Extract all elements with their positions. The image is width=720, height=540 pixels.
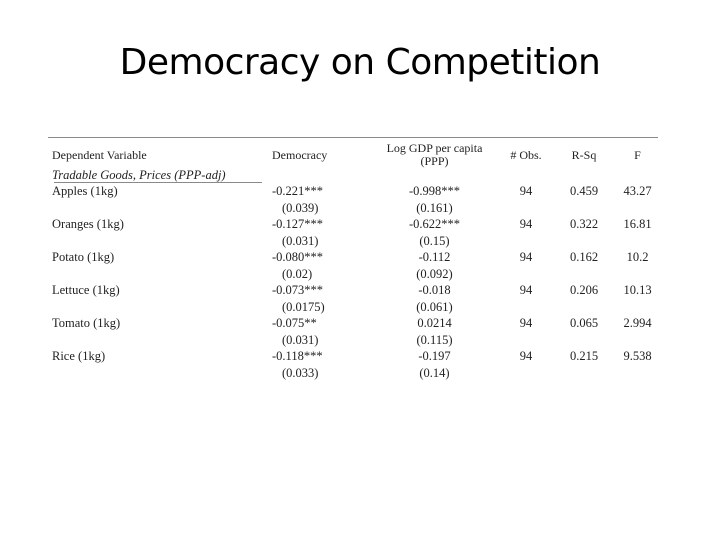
row-log-gdp [372, 249, 497, 282]
democracy-coef: -0.080*** [272, 250, 324, 264]
row-rsq: 0.206 [569, 283, 599, 297]
row-rsq: 0.215 [569, 349, 599, 363]
democracy-se: (0.031) [282, 332, 319, 347]
row-obs: 94 [519, 316, 533, 330]
row-obs: 94 [519, 250, 533, 264]
row-obs: 94 [519, 349, 533, 363]
row-variable: Apples (1kg) [52, 184, 118, 198]
section-row [48, 169, 662, 183]
gdp-coef: -0.622*** [408, 217, 461, 231]
democracy-coef: -0.127*** [272, 217, 324, 231]
democracy-se: (0.0175) [282, 299, 325, 314]
gdp-se: (0.14) [419, 365, 450, 380]
header-log-gdp [372, 138, 497, 169]
row-f: 10.13 [623, 283, 652, 297]
table-row [48, 249, 662, 282]
row-variable: Rice (1kg) [52, 349, 106, 363]
row-democracy [272, 282, 372, 315]
gdp-se: (0.115) [416, 332, 453, 347]
row-log-gdp [372, 282, 497, 315]
slide-title: Democracy on Competition [119, 42, 601, 83]
democracy-se: (0.039) [282, 200, 319, 215]
row-f: 9.538 [623, 349, 652, 363]
header-log-gdp-line1: Log GDP per capita [386, 141, 483, 155]
table-row [48, 282, 662, 315]
row-f: 43.27 [623, 184, 652, 198]
row-f: 2.994 [623, 316, 652, 330]
section-label-text: Tradable Goods, Prices (PPP-adj) [52, 168, 226, 182]
row-variable: Tomato (1kg) [52, 316, 121, 330]
row-log-gdp [372, 216, 497, 249]
header-obs: # Obs. [510, 147, 542, 162]
democracy-coef: -0.073*** [272, 283, 324, 297]
header-rsq: R-Sq [571, 147, 597, 162]
row-obs: 94 [519, 217, 533, 231]
democracy-se: (0.031) [282, 233, 319, 248]
row-log-gdp [372, 315, 497, 348]
header-dependent-variable: Dependent Variable [52, 147, 147, 162]
gdp-coef: -0.998*** [408, 184, 461, 198]
row-f: 10.2 [626, 250, 649, 264]
row-f: 16.81 [623, 217, 652, 231]
gdp-coef: -0.112 [418, 250, 451, 264]
row-variable: Lettuce (1kg) [52, 283, 120, 297]
row-rsq: 0.065 [569, 316, 599, 330]
row-variable: Oranges (1kg) [52, 217, 124, 231]
row-log-gdp [372, 348, 497, 381]
header-democracy: Democracy [272, 147, 328, 162]
row-variable: Potato (1kg) [52, 250, 115, 264]
row-obs: 94 [519, 283, 533, 297]
table-row [48, 216, 662, 249]
row-obs: 94 [519, 184, 533, 198]
gdp-se: (0.15) [419, 233, 450, 248]
row-democracy [272, 315, 372, 348]
row-rsq: 0.459 [569, 184, 599, 198]
row-democracy [272, 249, 372, 282]
table-row [48, 183, 662, 216]
gdp-se: (0.061) [416, 299, 453, 314]
regression-table [48, 138, 662, 381]
row-democracy [272, 348, 372, 381]
gdp-coef: -0.197 [418, 349, 451, 363]
democracy-coef: -0.075** [272, 316, 317, 330]
democracy-coef: -0.118*** [272, 349, 323, 363]
democracy-se: (0.02) [282, 266, 313, 281]
table-header-row [48, 138, 662, 169]
regression-table-image [48, 137, 658, 381]
header-f: F [634, 147, 641, 162]
gdp-coef: -0.018 [418, 283, 451, 297]
section-label [48, 169, 662, 183]
gdp-se: (0.092) [416, 266, 453, 281]
row-log-gdp [372, 183, 497, 216]
gdp-se: (0.161) [416, 200, 453, 215]
gdp-coef: 0.0214 [417, 316, 452, 330]
row-rsq: 0.322 [569, 217, 599, 231]
row-democracy [272, 183, 372, 216]
row-democracy [272, 216, 372, 249]
table-row [48, 348, 662, 381]
democracy-coef: -0.221*** [272, 184, 324, 198]
table-row [48, 315, 662, 348]
row-rsq: 0.162 [569, 250, 599, 264]
header-log-gdp-line2: (PPP) [420, 154, 449, 168]
democracy-se: (0.033) [282, 365, 319, 380]
